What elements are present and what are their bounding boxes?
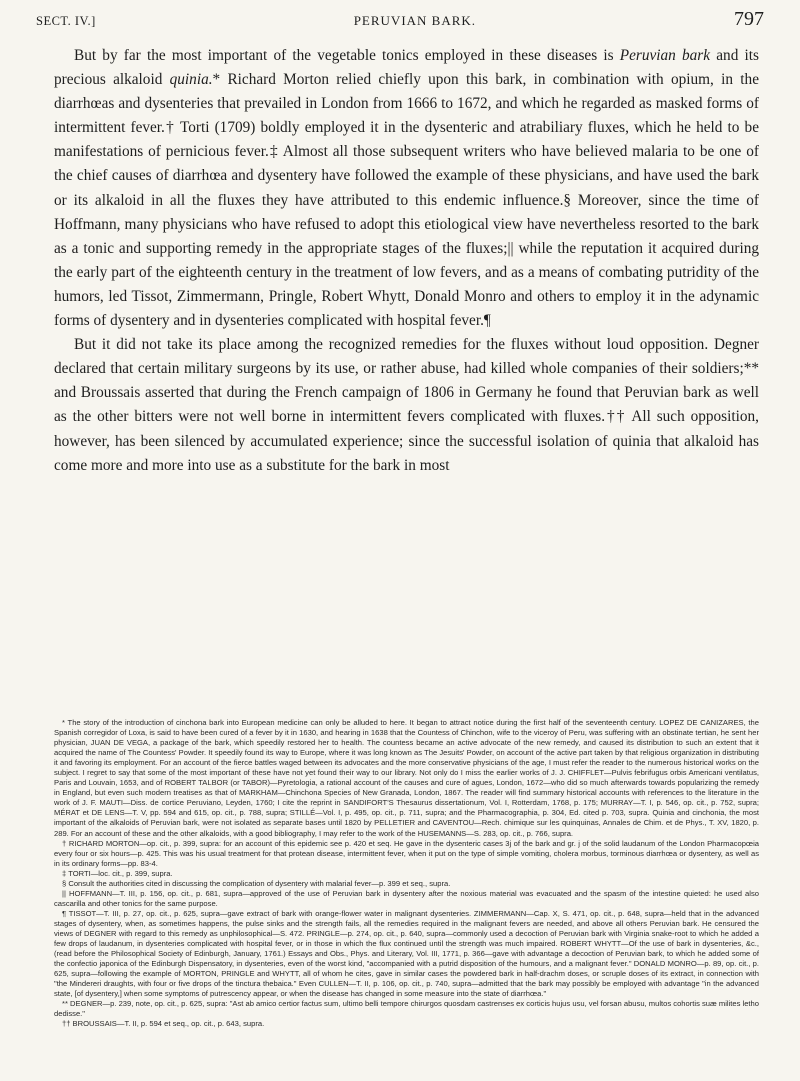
footnotes bbox=[54, 718, 759, 1029]
footnote: § Consult the authorities cited in discussing the complication of dysentery with malarial fever—p. 399 et seq., supra. bbox=[62, 878, 451, 888]
footnote: ‡ TORTI—loc. cit., p. 399, supra. bbox=[62, 868, 173, 878]
paragraph-1: But by far the most important of the vegetable tonics employed in these diseases is Peruvian bark and its precious alkaloid quinia.* Richard Morton relied chiefly upon this bark, in combination with opium, in the diarrhœas and dysenteries that prevailed in London from 1666 to 1672, and which he regarded as masked forms of intermittent fever.† Torti (1709) boldly employed it in the dysenteric and atrabiliary fluxes, which he held to be manifestations of pernicious fever.‡ Almost all those subsequent writers who have believed malaria to be one of the chief causes of diarrhœa and dysentery have followed the example of these physicians, and have used the bark or its alkaloid in all the fluxes they have attributed to this endemic influence.§ Moreover, since the time of Hoffmann, many physicians who have refused to adopt this etiological view have nevertheless resorted to the bark as a tonic and supporting remedy in the appropriate stages of the fluxes;|| while the reputation it acquired during the early part of the eighteenth century in the treatment of low fevers, and as a means of combating putridity of the humors, led Tissot, Zimmermann, Pringle, Robert Whytt, Donald Monro and others to employ it in the adynamic forms of dysentery and in dysenteries complicated with hospital fever.¶ bbox=[54, 47, 759, 330]
footnote: ¶ TISSOT—T. III, p. 27, op. cit., p. 625, supra—gave extract of bark with orange-flower water in malignant dysenteries. ZIMMERMANN—Cap. X, S. 471, op. cit., p. 648, supra—held that in the advanced stages of dysentery, when, as sometimes happens, the pulse sinks and the strength fails, all the remedies required in the malignant fevers are needed, and above all others Peruvian bark. He censured the views of DEGNER with regard to this remedy as unphilosophical—S. 472. PRINGLE—p. 274, op. cit., p. 640, supra—commonly used a decoction of Peruvian bark with Virginia snake-root to which he added a few drops of laudanum, in dysenteries complicated with hospital fever, or in those in which the flux continued until the strength was much impaired. ROBERT WHYTT—Of the use of bark in dysenteries, &c., (read before the Philosophical Society of Edinburgh, January, 1761.) Essays and Obs., Phys. and Literary, Vol. III, 1771, p. 366—gave with advantage a decoction of Peruvian bark, to which he added some of the confectio japonica of the Edinburgh Dispensatory, in dysenteries, even of the worst kind, "accompanied with a putrid disposition of the humours, and a malignant fever." DONALD MONRO—p. 89, op. cit., p. 625, supra—following the example of MORTON, PRINGLE and WHYTT, all of whom he cites, gave in similar cases the powdered bark in half-drachm doses, or scruple doses of its extract, in connection with "the Mindereri draughts, with four or five drops of the tinctura thebaica." Even CULLEN—T. II, p. 106, op. cit., p. 740, supra—admitted that the bark may possibly be employed with advantage "in the advanced state, [of dysentery,] when some symptoms of putrescency appear, or when the disease has changed in some measure into the state of diarrhœa." bbox=[54, 908, 759, 999]
main-text bbox=[54, 44, 759, 478]
paragraph-2: But it did not take its place among the recognized remedies for the fluxes without loud opposition. Degner declared that certain military surgeons by its use, or rather abuse, had killed whole companies of their soldiers;** and Broussais asserted that during the French campaign of 1806 in Germany he found that Peruvian bark as well as the other bitters were not well borne in intermittent fevers complicated with fluxes.†† All such opposition, however, has been silenced by accumulated experience; since the successful isolation of quinia that alkaloid has come more and more into use as a substitute for the bark in most bbox=[54, 336, 759, 474]
footnote: †† BROUSSAIS—T. II, p. 594 et seq., op. cit., p. 643, supra. bbox=[62, 1019, 265, 1029]
section-label: SECT. IV.] bbox=[36, 14, 96, 28]
emphasis-peruvian-bark: Peruvian bark bbox=[619, 47, 711, 64]
running-title: PERUVIAN BARK. bbox=[353, 13, 477, 28]
footnote: || HOFFMANN—T. III, p. 156, op. cit., p. 681, supra—approved of the use of Peruvian bark in dysentery after the noxious material was evacuated and the spasm of the intestine quieted: he used also cascarilla and other tonics for the same purpose. bbox=[54, 888, 759, 908]
footnote: † RICHARD MORTON—op. cit., p. 399, supra: for an account of this epidemic see p. 420 et seq. He gave in the dysenteric cases 3j of the bark and gr. j of the solid laudanum of the London Pharmacopœia every four or six hours—p. 425. This was his usual treatment for that protean disease, intermittent fever, when it put on the type of simple vomiting, cholera morbus, torminous diarrhœa or dysentery, as well as in its ordinary forms—pp. 83-4. bbox=[54, 838, 759, 868]
footnote: ** DEGNER—p. 239, note, op. cit., p. 625, supra: "Ast ab amico certior factus sum, ultimo belli tempore chirurgos quosdam castrenses ex corticis hujus usu, vel forsan abusu, multos cohortis suæ milites letho dedisse." bbox=[54, 999, 759, 1019]
page-header bbox=[36, 8, 764, 34]
page-number: 797 bbox=[734, 8, 764, 30]
emphasis-quinia: quinia. bbox=[169, 71, 213, 89]
footnote: * The story of the introduction of cinchona bark into European medicine can only be alluded to here. It began to attract notice during the first half of the seventeenth century. LOPEZ DE CANIZARES, the Spanish corregidor of Loxa, is said to have been cured of a fever by it in 1630, and hearing in 1638 that the Countess of Chinchon, wife to the viceroy of Peru, was suffering with an obstinate tertian, he sent her physician, JUAN DE VEGA, a package of the bark, which speedily restored her to health. The countess became an active advocate of the new remedy, and caused its distribution to such an extent that it acquired the name of The Countess' Powder. It speedily found its way to Europe, where it was long known as The Jesuits' Powder, on account of the active part taken by that religious organization in distributing it and favoring its employment. For an account of the fierce battles waged between its advocates and the more conservative physicians of the age, I must refer the reader to the numerous historical works on the subject. I regret to say that some of the most important of these have not yet found their way to our library. Not only do I miss the earlier works of J. J. CHIFFLET—Pulvis febrifugus orbis Americani ventilatus, Paris and Louvain, 1653, and of ROBERT TALBOR (or TABOR)—Pyretologia, a rational account of the causes and cure of agues, London, 1672—who did so much afterwards towards popularizing the remedy in England, but even such modern treatises as that of MARKHAM—Chinchona Species of New Granada, London, 1867. The reader will find summary historical accounts with references to the literature in the work of J. F. MAUTI—Diss. de cortice Peruviano, Leyden, 1760; I cite the reprint in SANDIFORT'S Thesaurus dissertationum, Vol. I, Rotterdam, 1768, p. 175; MURRAY—T. I, p. 546, op. cit., p. 752, supra; MÉRAT et DE LENS—T. V, pp. 594 and 615, op. cit., p. 788, supra; STILLÉ—Vol. I, p. 495, op. cit., p. 711, supra; and the Pharmacographia, p. 304, Ed. cited p. 703, supra. Quinia and cinchonia, the most important of the alkaloids of Peruvian bark, were not isolated as separate bases until 1820 by PELLETIER and CAVENTOU—Rech. chimique sur les quinquinas, Annales de Chim. et de Phys., T. XV, 1820, p. 289. For an account of these and the other alkaloids, with a good bibliography, I may refer to the work of the HUSEMANNS—S. 283, op. cit., p. 766, supra. bbox=[54, 718, 759, 838]
